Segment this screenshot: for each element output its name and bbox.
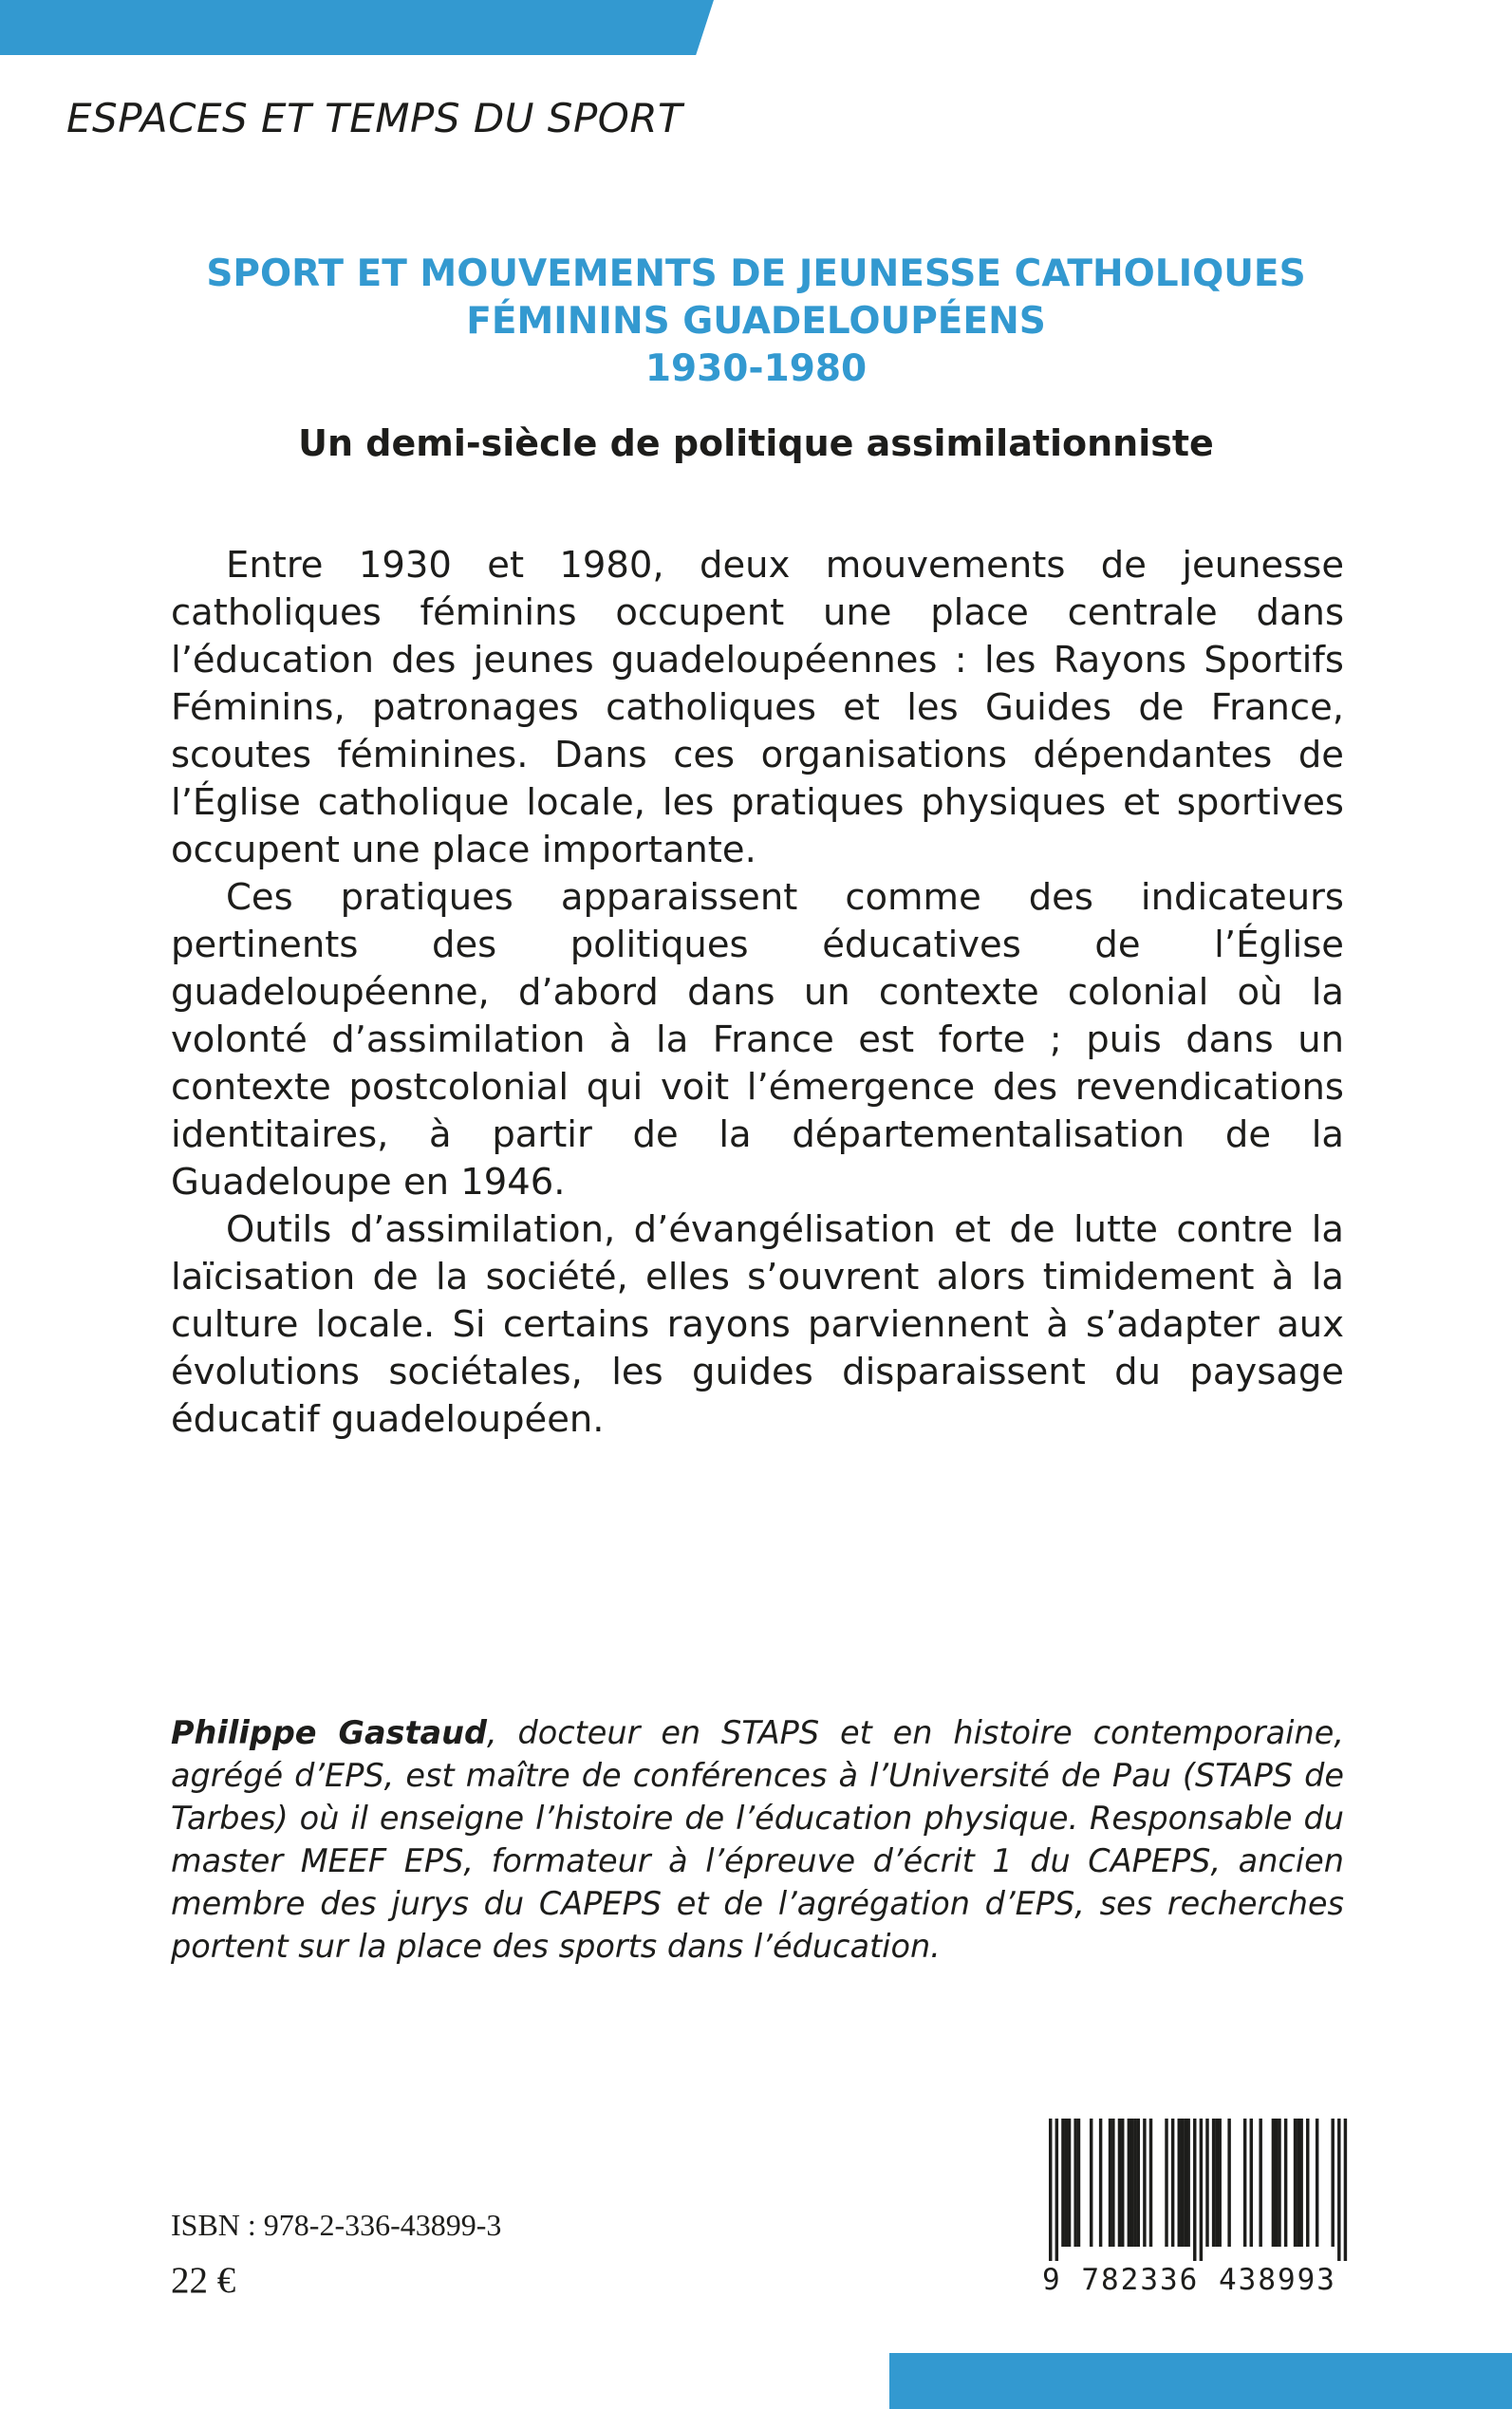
barcode-bar: [1111, 2119, 1114, 2247]
barcode: [1028, 2119, 1351, 2308]
author-name: Philippe Gastaud: [171, 1714, 487, 1751]
barcode-bar: [1193, 2119, 1196, 2261]
barcode-bar: [1077, 2119, 1080, 2247]
back-cover-summary: [171, 542, 1344, 1444]
barcode-bar: [1200, 2119, 1203, 2261]
summary-paragraph-3: Outils d’assimilation, d’évangélisation et de lutte contre la laïcisation de la société, elles s’ouvrent alors timidement à la culture locale. Si certains rayons parviennent à s’adapter aux évolutions sociétales, les guides disparaissent du paysage éducatif guadeloupéen.: [171, 1208, 1344, 1441]
barcode-bar: [1243, 2119, 1246, 2247]
barcode-bar: [1165, 2119, 1167, 2247]
barcode-bar: [1272, 2119, 1275, 2247]
barcode-bar: [1121, 2119, 1124, 2247]
barcode-bar: [1109, 2119, 1111, 2247]
barcode-bar: [1259, 2119, 1261, 2247]
title-line-2: FÉMININS GUADELOUPÉENS: [466, 300, 1046, 343]
barcode-bars: [1028, 2119, 1351, 2263]
barcode-bar: [1205, 2119, 1208, 2247]
barcode-bar: [1090, 2119, 1092, 2247]
barcode-bar: [1227, 2119, 1230, 2247]
barcode-bar: [1065, 2119, 1068, 2247]
summary-paragraph-1: Entre 1930 et 1980, deux mouvements de jeunesse catholiques féminins occupent une place centrale dans l’éducation des jeunes guadeloupéennes : les Rayons Sportifs Féminins, patronages catholiques et les Guides de France, scoutes féminines. Dans ces organisations dépendantes de l’Église catholique locale, les pratiques physiques et sportives occupent une place importante.: [171, 544, 1344, 871]
barcode-bar: [1284, 2119, 1287, 2247]
author-bio-text: , docteur en STAPS et en histoire contemporaine, agrégé d’EPS, est maître de conférences à l’Université de Pau (STAPS de Tarbes) où il enseigne l’histoire de l’éducation physique. Responsable du master MEEF EPS, formateur à l’épreuve d’écrit 1 du CAPEPS, ancien membre des jurys du CAPEPS et de l’agrégation d’EPS, ses recherches portent sur la place des sports dans l’éducation.: [171, 1714, 1344, 1965]
barcode-digits: 9 782336 438993: [1042, 2263, 1336, 2297]
barcode-bar: [1118, 2119, 1121, 2247]
barcode-bar: [1212, 2119, 1215, 2247]
barcode-bar: [1316, 2119, 1318, 2247]
barcode-bar: [1331, 2119, 1334, 2247]
barcode-bar: [1278, 2119, 1280, 2247]
barcode-bar: [1306, 2119, 1309, 2247]
barcode-bar: [1275, 2119, 1278, 2247]
barcode-bar: [1215, 2119, 1218, 2247]
barcode-bar: [1250, 2119, 1253, 2247]
barcode-bar: [1337, 2119, 1340, 2261]
barcode-bar: [1186, 2119, 1189, 2247]
barcode-bar: [1061, 2119, 1064, 2247]
summary-paragraph-2: Ces pratiques apparaissent comme des indicateurs pertinents des politiques éducatives de l’Église guadeloupéenne, d’abord dans un contexte colonial où la volonté d’assimilation à la France est forte ; puis dans un contexte postcolonial qui voit l’émergence des revendications identitaires, à partir de la départementalisation de la Guadeloupe en 1946.: [171, 876, 1344, 1204]
barcode-bar: [1055, 2119, 1058, 2261]
bottom-accent-band: [889, 2353, 1512, 2409]
barcode-bar: [1294, 2119, 1297, 2247]
title-line-1: SPORT ET MOUVEMENTS DE JEUNESSE CATHOLIQUES: [206, 252, 1306, 295]
isbn: ISBN : 978-2-336-43899-3: [171, 2208, 502, 2242]
barcode-bar: [1149, 2119, 1152, 2247]
barcode-bar: [1299, 2119, 1302, 2247]
barcode-bar: [1073, 2119, 1076, 2247]
barcode-bar: [1143, 2119, 1146, 2247]
series-name: ESPACES ET TEMPS DU SPORT: [66, 95, 683, 141]
barcode-bar: [1068, 2119, 1071, 2247]
book-subtitle: Un demi-siècle de politique assimilationniste: [298, 422, 1214, 464]
top-accent-band: [0, 0, 714, 55]
barcode-bar: [1178, 2119, 1181, 2247]
barcode-bar: [1130, 2119, 1133, 2247]
barcode-bar: [1344, 2119, 1347, 2261]
barcode-bar: [1181, 2119, 1184, 2247]
barcode-bar: [1171, 2119, 1174, 2247]
author-bio: [171, 1711, 1344, 1968]
barcode-bar: [1099, 2119, 1102, 2247]
barcode-bar: [1049, 2119, 1052, 2261]
barcode-bar: [1128, 2119, 1130, 2247]
barcode-bar: [1218, 2119, 1221, 2247]
barcode-bar: [1184, 2119, 1186, 2247]
barcode-bar: [1297, 2119, 1299, 2247]
barcode-bar: [1133, 2119, 1136, 2247]
title-line-3: 1930-1980: [644, 347, 868, 390]
book-title: [95, 251, 1417, 393]
price: 22 €: [171, 2260, 236, 2301]
barcode-bar: [1137, 2119, 1140, 2247]
